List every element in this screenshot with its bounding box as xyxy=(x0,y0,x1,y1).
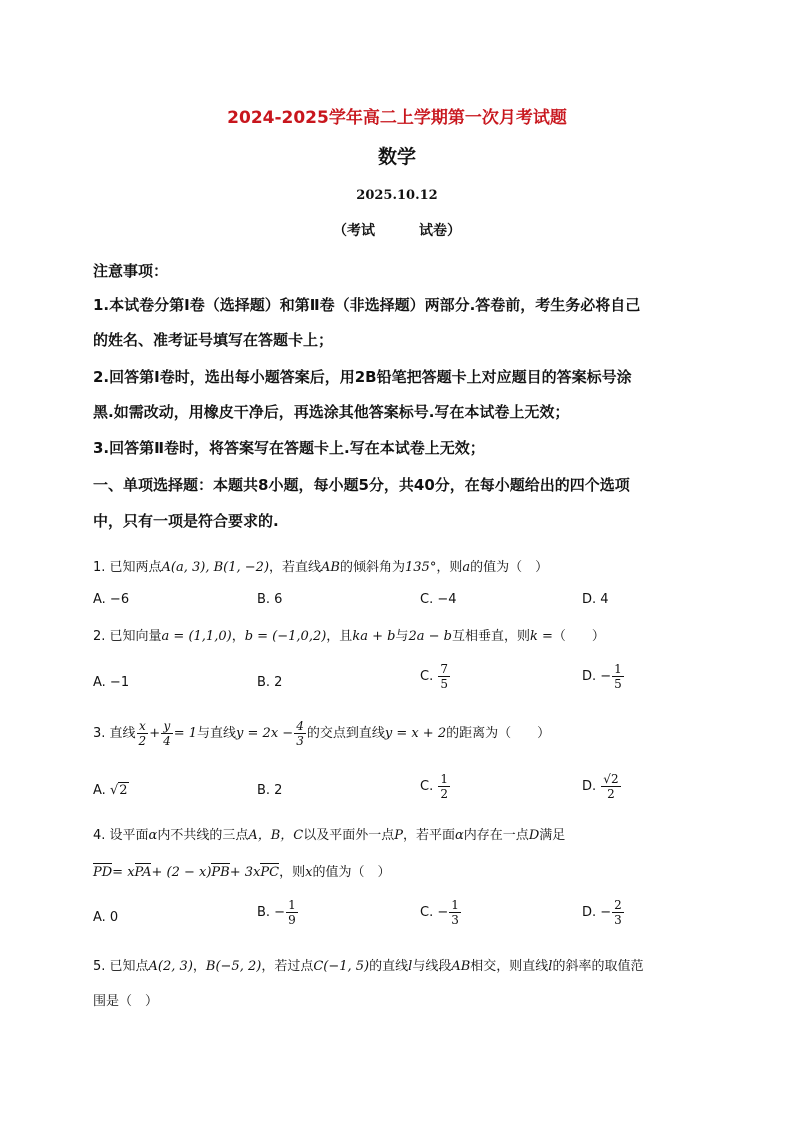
q4-text-c: 以及平面外一点 xyxy=(303,828,395,843)
q2-option-c-fraction xyxy=(438,662,450,691)
section-1-line-1: 一、单项选择题：本题共8小题，每小题5分，共40分，在每小题给出的四个选项 xyxy=(93,476,630,494)
q3-option-d-numerator: √2 xyxy=(603,772,619,786)
q4-option-c-label: C. − xyxy=(420,905,449,920)
q2-option-d-denominator: 5 xyxy=(614,677,622,691)
note-item-3: 3.回答第Ⅱ卷时，将答案写在答题卡上.写在本试卷上无效； xyxy=(93,439,485,457)
q4-option-c-fraction xyxy=(449,898,461,927)
q4-vector-pb: PB xyxy=(211,865,230,880)
q4-points: A，B，C xyxy=(248,828,304,843)
q4-text-e: 内存在一点 xyxy=(463,828,529,843)
q2-option-c xyxy=(420,662,451,691)
q4-vector-pa: PA xyxy=(134,865,152,880)
q5-point-a: A(2, 3) xyxy=(148,959,193,974)
exam-kind-right: 试卷） xyxy=(419,223,461,239)
q3-math-eq1: = 1 xyxy=(173,726,198,741)
q2-text-e: 互相垂直，则 xyxy=(451,629,530,644)
q4-alpha: α xyxy=(148,828,158,843)
q3-plus: + xyxy=(149,726,161,741)
q1-text-c: 的倾斜角为 xyxy=(340,560,406,575)
q5-text-e: 与线段 xyxy=(412,959,452,974)
q2-text-c: ，且 xyxy=(326,629,353,644)
q4-option-d-denominator: 3 xyxy=(614,913,622,927)
q5-text-d: 的直线 xyxy=(369,959,409,974)
q5-text-b: ， xyxy=(192,959,206,974)
q4-option-b xyxy=(257,898,299,927)
q4-text-h: 的值为（ ） xyxy=(312,865,391,880)
q3-option-b: B. 2 xyxy=(257,783,283,798)
question-3-stem xyxy=(93,719,550,748)
q2-option-d-fraction xyxy=(612,662,624,691)
q2-option-c-label: C. xyxy=(420,669,434,684)
q5-text-g: 的斜率的取值范 xyxy=(552,959,644,974)
q4-option-b-label: B. − xyxy=(257,905,286,920)
q2-text-f: （ ） xyxy=(552,629,605,644)
q3-text-b: 与直线 xyxy=(197,726,237,741)
note-item-1-line-1: 1.本试卷分第Ⅰ卷（选择题）和第Ⅱ卷（非选择题）两部分.答卷前，考生务必将自己 xyxy=(93,296,641,314)
q2-math-vector-a: a = (1,1,0) xyxy=(161,629,232,644)
q2-option-a: A. −1 xyxy=(93,675,130,690)
q4-var-x: x xyxy=(305,865,313,880)
q4-option-b-numerator: 1 xyxy=(288,898,296,912)
q1-text-e: 的值为（ ） xyxy=(470,560,549,575)
q3-option-a-sqrt: √2 xyxy=(109,783,128,798)
q3-text-c: 的交点到直线 xyxy=(306,726,385,741)
q4-option-d xyxy=(582,898,625,927)
q1-option-b: B. 6 xyxy=(257,592,283,607)
q2-math-expr-1: ka + b xyxy=(352,629,396,644)
q4-option-b-denominator: 9 xyxy=(288,913,296,927)
q4-text-d: ，若平面 xyxy=(403,828,456,843)
q1-math-a: a xyxy=(462,560,471,575)
question-4-line-1 xyxy=(93,824,565,843)
q3-fraction-y-den: 4 xyxy=(163,734,171,748)
q5-line-l: l xyxy=(408,959,413,974)
question-4-line-2 xyxy=(93,861,390,880)
q3-fraction-4-3 xyxy=(294,719,306,748)
question-5-line-2: 围是（ ） xyxy=(93,994,159,1009)
q2-text-d: 与 xyxy=(395,629,409,644)
q4-option-c-denominator: 3 xyxy=(451,913,459,927)
q3-text-a: 3. 直线 xyxy=(93,726,136,741)
q4-option-d-label: D. − xyxy=(582,905,612,920)
q3-fraction-y-num: y xyxy=(161,719,173,734)
q1-text-a: 1. 已知两点 xyxy=(93,560,162,575)
q3-option-d-fraction xyxy=(601,772,620,801)
note-item-2-line-2: 黑.如需改动，用橡皮干净后，再选涂其他答案标号.写在本试卷上无效； xyxy=(93,403,570,421)
q3-option-a-label: A. xyxy=(93,783,106,798)
q3-fraction-4-3-den: 3 xyxy=(296,734,304,748)
q3-option-c-fraction xyxy=(438,772,450,801)
q3-option-c-numerator: 1 xyxy=(440,772,448,786)
question-2-stem xyxy=(93,625,605,644)
exam-date: 2025.10.12 xyxy=(356,188,438,203)
q1-math-points: A(a, 3), B(1, −2) xyxy=(161,560,270,575)
q4-option-d-fraction xyxy=(612,898,624,927)
q1-option-d: D. 4 xyxy=(582,592,609,607)
q4-option-b-fraction xyxy=(286,898,298,927)
q3-fraction-x-num: x xyxy=(137,719,149,734)
q3-option-c-denominator: 2 xyxy=(440,787,448,801)
q4-option-d-numerator: 2 xyxy=(614,898,622,912)
q3-fraction-y xyxy=(161,719,173,748)
q3-option-d-label: D. xyxy=(582,779,597,794)
q4-text-f: 满足 xyxy=(539,828,566,843)
q3-math-line2: y = 2x − xyxy=(236,726,294,741)
q3-fraction-4-3-num: 4 xyxy=(296,719,304,733)
q4-point-d: D xyxy=(528,828,540,843)
q3-option-c-label: C. xyxy=(420,779,434,794)
q3-option-d xyxy=(582,772,622,801)
q2-option-c-numerator: 7 xyxy=(440,662,448,676)
q1-math-angle: 135° xyxy=(405,560,437,575)
q4-option-c xyxy=(420,898,462,927)
q2-text-a: 2. 已知向量 xyxy=(93,629,162,644)
q4-eq-3: + 3x xyxy=(229,865,261,880)
q2-option-d-label: D. − xyxy=(582,669,612,684)
q5-text-a: 5. 已知点 xyxy=(93,959,149,974)
q4-vector-pc: PC xyxy=(260,865,280,880)
q3-text-d: 的距离为（ ） xyxy=(446,726,551,741)
q5-text-c: ，若过点 xyxy=(261,959,314,974)
q5-point-c: C(−1, 5) xyxy=(313,959,370,974)
q3-option-d-denominator: 2 xyxy=(607,787,615,801)
q4-alpha-2: α xyxy=(455,828,464,843)
q5-text-f: 相交，则直线 xyxy=(470,959,549,974)
q2-option-b: B. 2 xyxy=(257,675,283,690)
notes-heading: 注意事项： xyxy=(93,262,169,280)
q4-text-a: 4. 设平面 xyxy=(93,828,149,843)
q4-option-a: A. 0 xyxy=(93,910,119,925)
q3-fraction-x-den: 2 xyxy=(138,734,147,748)
q4-text-b: 内不共线的三点 xyxy=(157,828,249,843)
q2-option-d xyxy=(582,662,625,691)
q2-math-k: k = xyxy=(529,629,553,644)
q1-text-b: ，若直线 xyxy=(269,560,322,575)
q2-text-b: ， xyxy=(231,629,245,644)
q5-point-b: B(−5, 2) xyxy=(205,959,262,974)
note-item-1-line-2: 的姓名、准考证号填写在答题卡上； xyxy=(93,331,334,349)
q1-option-a: A. −6 xyxy=(93,592,130,607)
exam-kind-left: （考试 xyxy=(333,223,375,239)
q4-text-g: ，则 xyxy=(279,865,306,880)
section-1-line-2: 中，只有一项是符合要求的. xyxy=(93,512,279,530)
q1-text-d: ，则 xyxy=(436,560,463,575)
subject-title: 数学 xyxy=(377,146,416,168)
q2-math-vector-b: b = (−1,0,2) xyxy=(244,629,327,644)
q3-option-a-radicand: 2 xyxy=(119,783,128,798)
q3-math-line3: y = x + 2 xyxy=(384,726,447,741)
q4-point-p: P xyxy=(394,828,403,843)
q3-fraction-x xyxy=(137,719,149,748)
q4-eq-2: + (2 − x) xyxy=(151,865,212,880)
question-1-stem xyxy=(93,556,548,575)
q4-eq-1: = x xyxy=(112,865,135,880)
q4-vector-pd: PD xyxy=(93,865,113,880)
exam-title: 2024-2025学年高二上学期第一次月考试题 xyxy=(227,108,567,128)
q2-math-expr-2: 2a − b xyxy=(408,629,452,644)
question-5-line-1 xyxy=(93,955,643,974)
q5-segment-ab: AB xyxy=(451,959,471,974)
q2-option-d-numerator: 1 xyxy=(614,662,622,676)
q2-option-c-denominator: 5 xyxy=(440,677,448,691)
q5-line-l-2: l xyxy=(548,959,553,974)
q3-option-a xyxy=(93,783,129,798)
q1-option-c: C. −4 xyxy=(420,592,457,607)
note-item-2-line-1: 2.回答第Ⅰ卷时，选出每小题答案后，用2B铅笔把答题卡上对应题目的答案标号涂 xyxy=(93,368,632,386)
q3-option-c xyxy=(420,772,451,801)
q4-option-c-numerator: 1 xyxy=(451,898,459,912)
exam-kind xyxy=(0,220,794,240)
q1-math-line: AB xyxy=(321,560,340,575)
